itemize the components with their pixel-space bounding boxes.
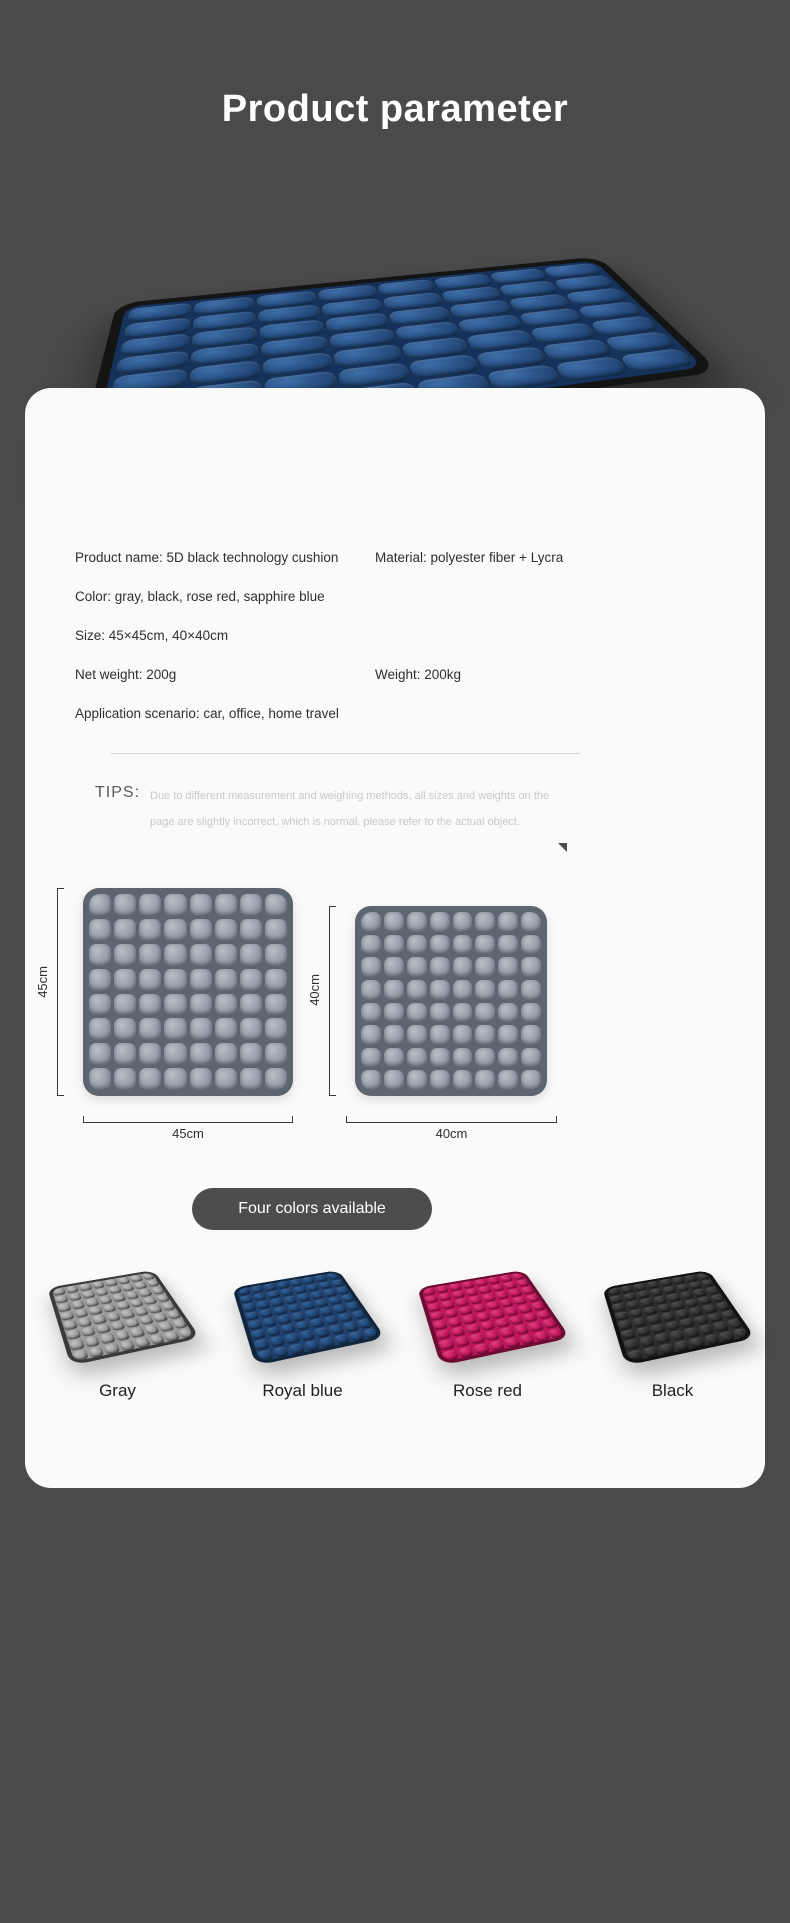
page-title: Product parameter: [221, 88, 569, 130]
width-label-40: 40cm: [435, 1126, 468, 1141]
cushion-40-graphic: [355, 906, 547, 1096]
spec-size: Size: 45×45cm, 40×40cm: [75, 627, 229, 643]
tips-line-1: Due to different measurement and weighing methods, all sizes and weights on the: [150, 790, 550, 802]
height-bracket-45: [57, 888, 64, 1096]
tips-label: TIPS:: [95, 784, 141, 801]
corner-triangle-icon: [558, 843, 567, 852]
dimension-diagram-40: [307, 906, 547, 1141]
tips-block: [95, 783, 615, 835]
width-label-45: 45cm: [172, 1126, 204, 1141]
spec-color: Color: gray, black, rose red, sapphire blue: [75, 588, 325, 604]
spec-weight: Weight: 200kg: [375, 666, 462, 682]
spec-material: Material: polyester fiber + Lycra: [375, 549, 564, 565]
color-option-rose-red[interactable]: [395, 1258, 580, 1401]
color-label-black: Black: [651, 1381, 694, 1400]
table-row: [75, 538, 715, 577]
swatch-image-black: [598, 1258, 748, 1363]
section-divider: [110, 753, 580, 754]
color-swatch-row: [25, 1258, 765, 1401]
color-option-black[interactable]: [580, 1258, 765, 1401]
color-label-gray: Gray: [99, 1381, 136, 1400]
color-option-royal-blue[interactable]: [210, 1258, 395, 1401]
color-label-rose-red: Rose red: [453, 1381, 522, 1400]
four-colors-available-badge: Four colors available: [192, 1188, 432, 1230]
table-row: [75, 616, 715, 655]
table-row: [75, 577, 715, 616]
height-label-45: 45cm: [35, 966, 50, 998]
swatch-image-royal-blue: [228, 1258, 378, 1363]
spec-product-name: Product name: 5D black technology cushion: [75, 549, 339, 565]
spec-application-scenario: Application scenario: car, office, home travel: [75, 705, 339, 721]
cushion-45-graphic: [83, 888, 293, 1096]
tips-text: [150, 783, 549, 835]
specification-list: [75, 538, 715, 733]
width-bracket-45: [83, 1116, 293, 1123]
swatch-image-gray: [43, 1258, 193, 1363]
table-row: [75, 694, 715, 733]
spec-net-weight: Net weight: 200g: [75, 666, 177, 682]
color-label-royal-blue: Royal blue: [262, 1381, 343, 1400]
table-row: [75, 655, 715, 694]
swatch-image-rose-red: [413, 1258, 563, 1363]
dimension-diagrams: [25, 888, 765, 1168]
product-detail-card: [25, 388, 765, 1488]
height-bracket-40: [329, 906, 336, 1096]
width-bracket-40: [346, 1116, 557, 1123]
height-label-40: 40cm: [307, 974, 322, 1006]
color-option-gray[interactable]: [25, 1258, 210, 1401]
dimension-diagram-45: [35, 888, 293, 1141]
tips-line-2: page are slightly incorrect, which is normal, please refer to the actual object.: [150, 816, 520, 828]
